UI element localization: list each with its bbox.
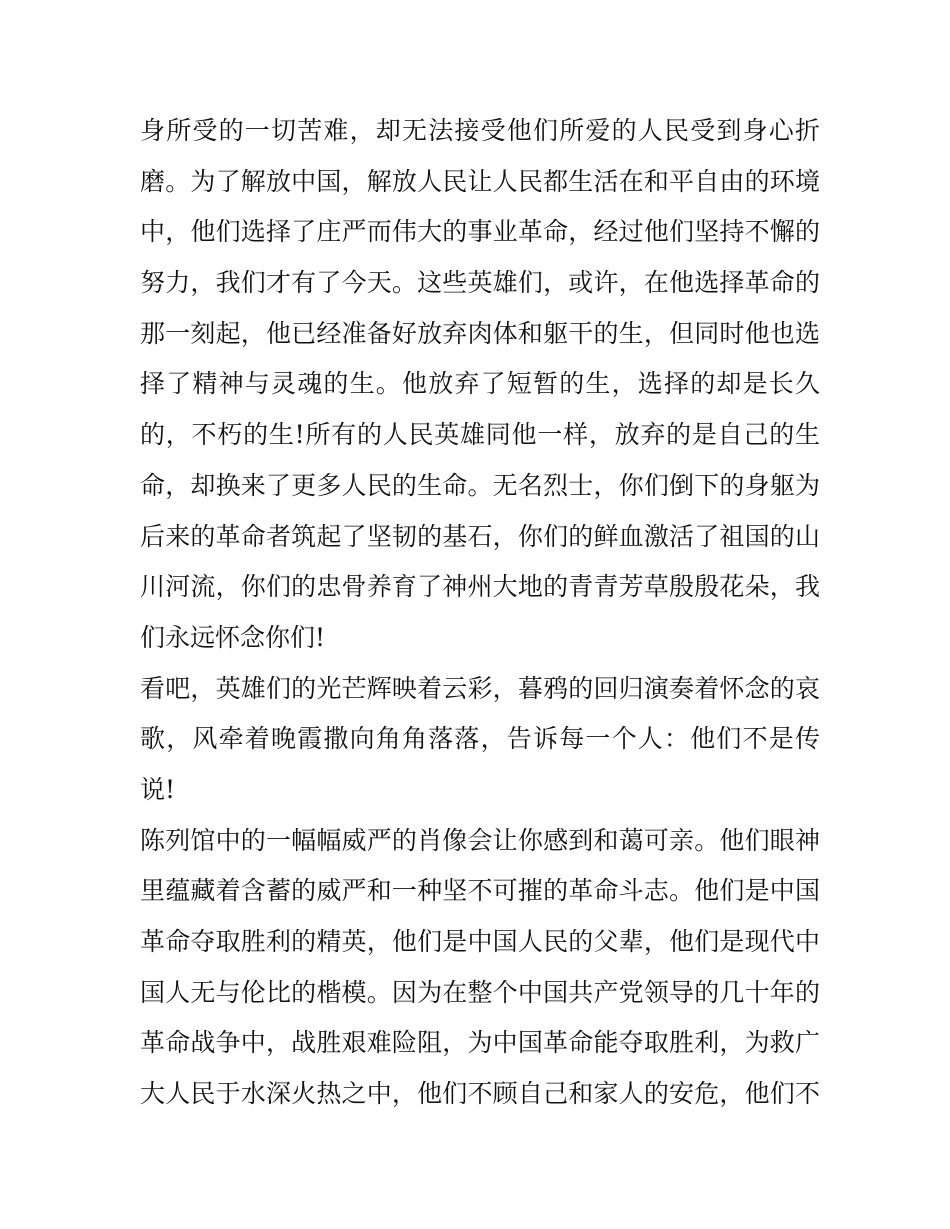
text-line: 中，他们选择了庄严而伟大的事业革命，经过他们坚持不懈的 [140, 217, 820, 247]
text-line: 后来的革命者筑起了坚韧的基石，你们的鲜血激活了祖国的山 [140, 521, 820, 551]
text-line: 磨。为了解放中国，解放人民让人民都生活在和平自由的环境 [140, 166, 820, 196]
text-line: 革命夺取胜利的精英，他们是中国人民的父辈，他们是现代中 [140, 927, 820, 956]
text-line: 努力，我们才有了今天。这些英雄们，或许，在他选择革命的 [140, 268, 820, 298]
text-line: 里蕴藏着含蓄的威严和一种坚不可摧的革命斗志。他们是中国 [140, 876, 820, 906]
text-line: 革命战争中，战胜艰难险阻，为中国革命能夺取胜利，为救广 [140, 1028, 820, 1058]
paragraph-end-line: 说! [140, 774, 176, 804]
text-line: 大人民于水深火热之中，他们不顾自己和家人的安危，他们不 [140, 1079, 820, 1109]
text-line: 那一刻起，他已经准备好放弃肉体和躯干的生，但同时他也选 [140, 318, 820, 348]
text-line: 择了精神与灵魂的生。他放弃了短暂的生，选择的却是长久 [140, 369, 820, 399]
text-line: 川河流，你们的忠骨养育了神州大地的青青芳草殷殷花朵，我 [140, 572, 820, 602]
text-line: 歌，风牵着晚霞撒向角角落落，告诉每一个人：他们不是传 [140, 724, 820, 754]
text-line: 国人无与伦比的楷模。因为在整个中国共产党领导的几十年的 [140, 977, 820, 1007]
paragraph-end-line: 们永远怀念你们! [140, 622, 326, 652]
text-line: 的，不朽的生!所有的人民英雄同他一样，放弃的是自己的生 [140, 420, 820, 450]
text-line: 命，却换来了更多人民的生命。无名烈士，你们倒下的身躯为 [140, 470, 820, 500]
body-text [140, 106, 820, 1120]
text-line: 陈列馆中的一幅幅威严的肖像会让你感到和蔼可亲。他们眼神 [140, 825, 820, 855]
text-line: 身所受的一切苦难，却无法接受他们所爱的人民受到身心折 [140, 116, 820, 145]
text-line: 看吧，英雄们的光芒辉映着云彩，暮鸦的回归演奏着怀念的哀 [140, 673, 820, 703]
